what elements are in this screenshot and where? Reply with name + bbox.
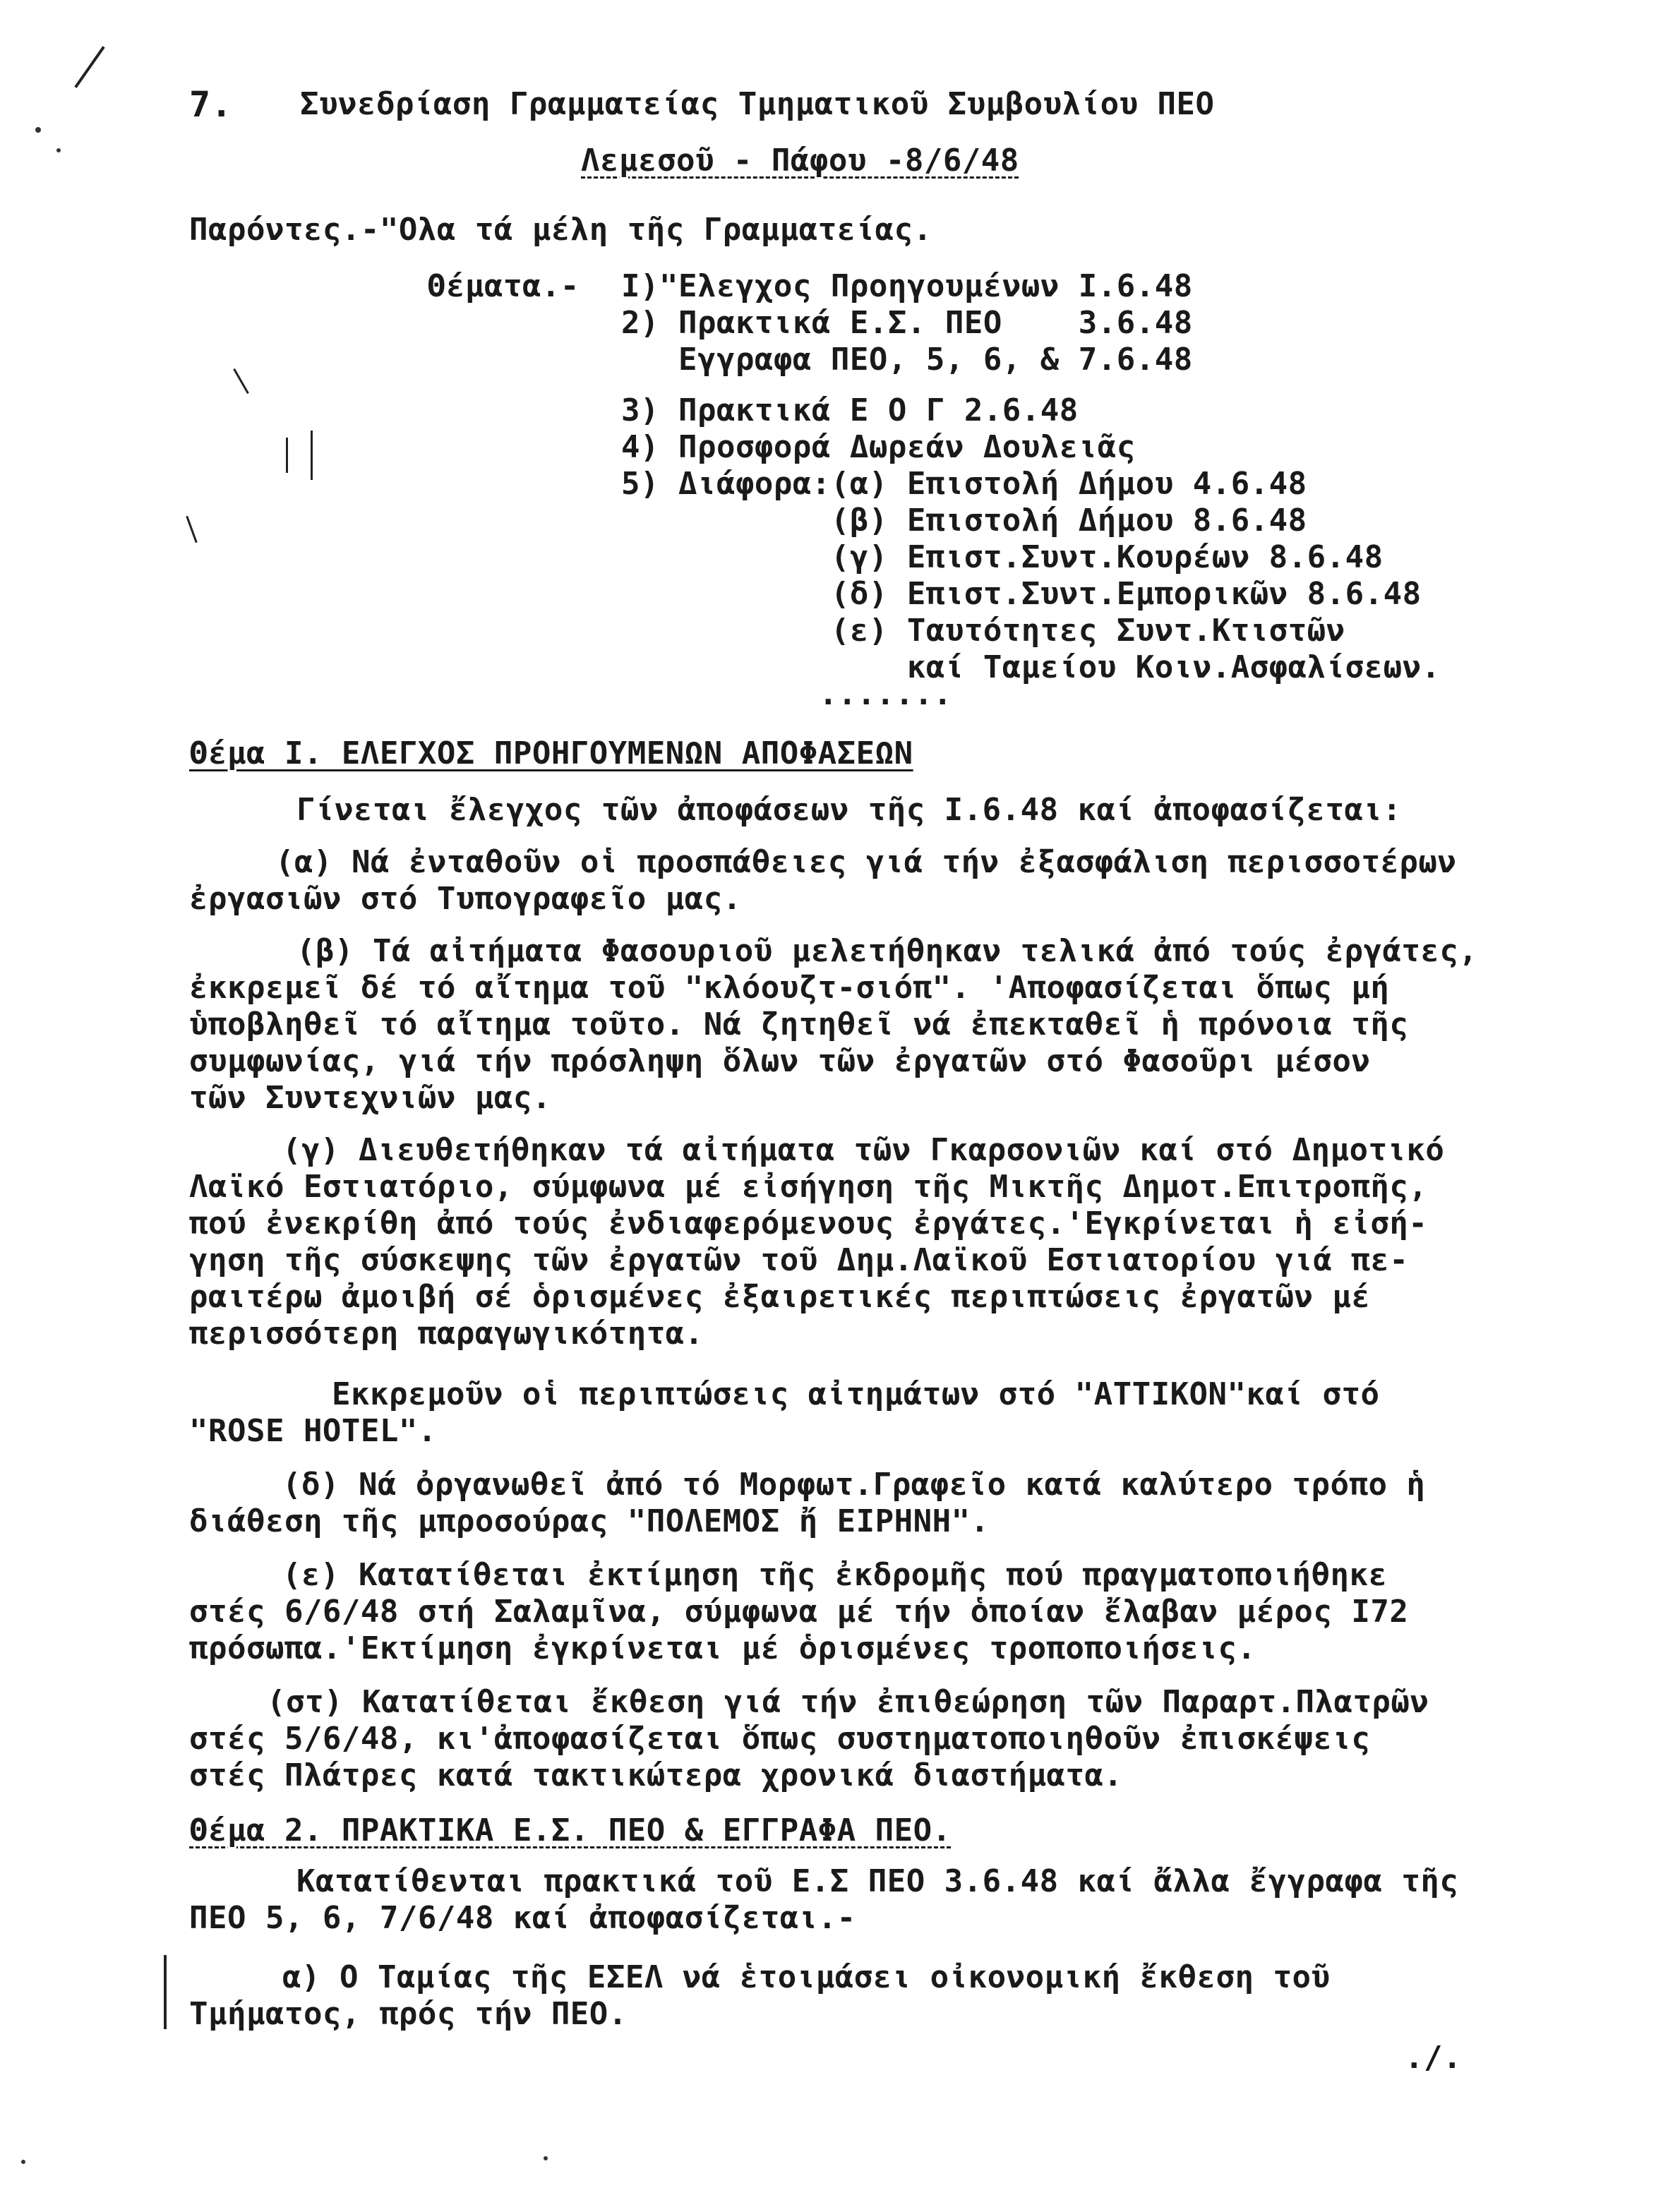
agenda-item: 3) Πρακτικά Ε Ο Γ 2.6.48 [621,392,1079,428]
section1-b-line: τῶν Συντεχνιῶν μας. [189,1080,551,1116]
agenda-item: 4) Προσφορά Δωρεάν Δουλειᾶς [621,429,1136,465]
ink-speck [544,2156,548,2160]
section1-c-line: γηση τῆς σύσκεψης τῶν ἐργατῶν τοῦ Δημ.Λαϊκοῦ Εστιατορίου γιά πε- [189,1242,1409,1278]
section1-c-line: ραιτέρω ἀμοιβή σέ ὁρισμένες ἐξαιρετικές περιπτώσεις ἐργατῶν μέ [189,1279,1371,1315]
agenda-item: Εγγραφα ΠΕΟ, 5, 6, & 7.6.48 [621,342,1193,378]
section1-c-line: (γ) Διευθετήθηκαν τά αἰτήματα τῶν Γκαρσονιῶν καί στό Δημοτικό [282,1132,1445,1168]
section1-f-line: στές Πλάτρες κατά τακτικώτερα χρονικά διαστήματα. [189,1757,1123,1793]
section1-a-line: ἐργασιῶν στό Τυπογραφεῖο μας. [189,881,742,917]
margin-mark [164,1955,167,2029]
pen-mark [186,516,197,543]
document-number: 7. [189,84,233,125]
ink-speck [21,2160,25,2164]
section2-intro-line: Κατατίθενται πρακτικά τοῦ Ε.Σ ΠΕΟ 3.6.48 καί ἄλλα ἔγγραφα τῆς [296,1863,1459,1899]
section1-c-line: περισσότερη παραγωγικότητα. [189,1316,704,1352]
pen-mark [233,368,249,394]
section1-f-line: στές 5/6/48, κι'ἀποφασίζεται ὅπως συστηματοποιηθοῦν ἐπισκέψεις [189,1721,1371,1757]
agenda-item: 5) Διάφορα:(α) Επιστολή Δήμου 4.6.48 [621,466,1307,502]
agenda-item: (β) Επιστολή Δήμου 8.6.48 [621,503,1307,539]
agenda-item: καί Ταμείου Κοιν.Ασφαλίσεων. [621,649,1441,685]
agenda-item: 2) Πρακτικά Ε.Σ. ΠΕΟ 3.6.48 [621,305,1193,341]
section1-intro: Γίνεται ἔλεγχος τῶν ἀποφάσεων τῆς I.6.48 καί ἀποφασίζεται: [296,792,1402,828]
section2-a-line: α) Ο Ταμίας τῆς ΕΣΕΛ νά ἑτοιμάσει οἰκονομική ἔκθεση τοῦ [282,1959,1331,1995]
document-title-line1: Συνεδρίαση Γραμματείας Τμηματικοῦ Συμβουλίου ΠΕΟ [300,86,1215,122]
agenda-item: (ε) Ταυτότητες Συντ.Κτιστῶν [621,613,1345,649]
section1-b-line: συμφωνίας, γιά τήν πρόσληψη ὅλων τῶν ἐργατῶν στό Φασοῦρι μέσον [189,1043,1371,1079]
agenda-label: Θέματα.- [427,268,580,304]
section1-b-line: (β) Τά αἰτήματα Φασουριοῦ μελετήθηκαν τελικά ἀπό τούς ἐργάτες, [296,933,1478,969]
section1-pending-line: Εκκρεμοῦν οἱ περιπτώσεις αἰτημάτων στό "ΑΤΤΙΚΟΝ"καί στό [332,1376,1380,1412]
section2-heading: Θέμα 2. ΠΡΑΚΤΙΚΑ Ε.Σ. ΠΕΟ & ΕΓΓΡΑΦΑ ΠΕΟ. [189,1812,952,1848]
section1-c-line: Λαϊκό Εστιατόριο, σύμφωνα μέ εἰσήγηση τῆς Μικτῆς Δημοτ.Επιτροπῆς, [189,1169,1428,1205]
section1-e-line: πρόσωπα.'Εκτίμηση ἐγκρίνεται μέ ὁρισμένες τροποποιήσεις. [189,1630,1256,1666]
agenda-item: I)"Ελεγχος Προηγουμένων I.6.48 [621,268,1193,304]
agenda-item: (δ) Επιστ.Συντ.Εμπορικῶν 8.6.48 [621,576,1422,612]
section2-a-line: Τμήματος, πρός τήν ΠΕΟ. [189,1996,628,2032]
section1-a-line: (α) Νά ἐνταθοῦν οἱ προσπάθειες γιά τήν ἐξασφάλιση περισσοτέρων [275,844,1457,880]
section1-e-line: (ε) Κατατίθεται ἐκτίμηση τῆς ἐκδρομῆς πού πραγματοποιήθηκε [282,1557,1388,1593]
section1-d-line: (δ) Νά ὀργανωθεῖ ἀπό τό Μορφωτ.Γραφεῖο κατά καλύτερο τρόπο ἡ [282,1467,1426,1503]
pen-mark [311,431,313,480]
section1-c-line: πού ἐνεκρίθη ἀπό τούς ἐνδιαφερόμενους ἐργάτες.'Εγκρίνεται ἡ εἰσή- [189,1205,1428,1241]
pen-mark [286,438,288,473]
section1-f-line: (στ) Κατατίθεται ἔκθεση γιά τήν ἐπιθεώρηση τῶν Παραρτ.Πλατρῶν [267,1684,1429,1720]
section2-intro-line: ΠΕΟ 5, 6, 7/6/48 καί ἀποφασίζεται.- [189,1900,856,1936]
pen-mark [74,46,104,88]
section1-b-line: ἐκκρεμεῖ δέ τό αἴτημα τοῦ "κλόουζτ-σιόπ". 'Αποφασίζεται ὅπως μή [189,970,1390,1006]
section1-heading: Θέμα I. ΕΛΕΓΧΟΣ ΠΡΟΗΓΟΥΜΕΝΩΝ ΑΠΟΦΑΣΕΩΝ [189,735,913,771]
agenda-dots: ....... [819,676,952,712]
ink-speck [35,127,41,133]
continued-mark: ./. [1405,2040,1462,2076]
ink-speck [56,148,61,152]
section1-e-line: στές 6/6/48 στή Σαλαμῖνα, σύμφωνα μέ τήν ὁποίαν ἔλαβαν μέρος I72 [189,1594,1409,1630]
document-title-line2: Λεμεσοῦ - Πάφου -8/6/48 [581,143,1019,179]
present-line: Παρόντες.-"Ολα τά μέλη τῆς Γραμματείας. [189,212,932,248]
section1-pending-line: "ROSE HOTEL". [189,1413,437,1449]
section1-d-line: διάθεση τῆς μπροσούρας "ΠΟΛΕΜΟΣ ἤ ΕΙΡΗΝΗ". [189,1503,990,1539]
section1-b-line: ὑποβληθεῖ τό αἴτημα τοῦτο. Νά ζητηθεῖ νά ἐπεκταθεῖ ἡ πρόνοια τῆς [189,1006,1409,1042]
agenda-item: (γ) Επιστ.Συντ.Κουρέων 8.6.48 [621,539,1384,575]
